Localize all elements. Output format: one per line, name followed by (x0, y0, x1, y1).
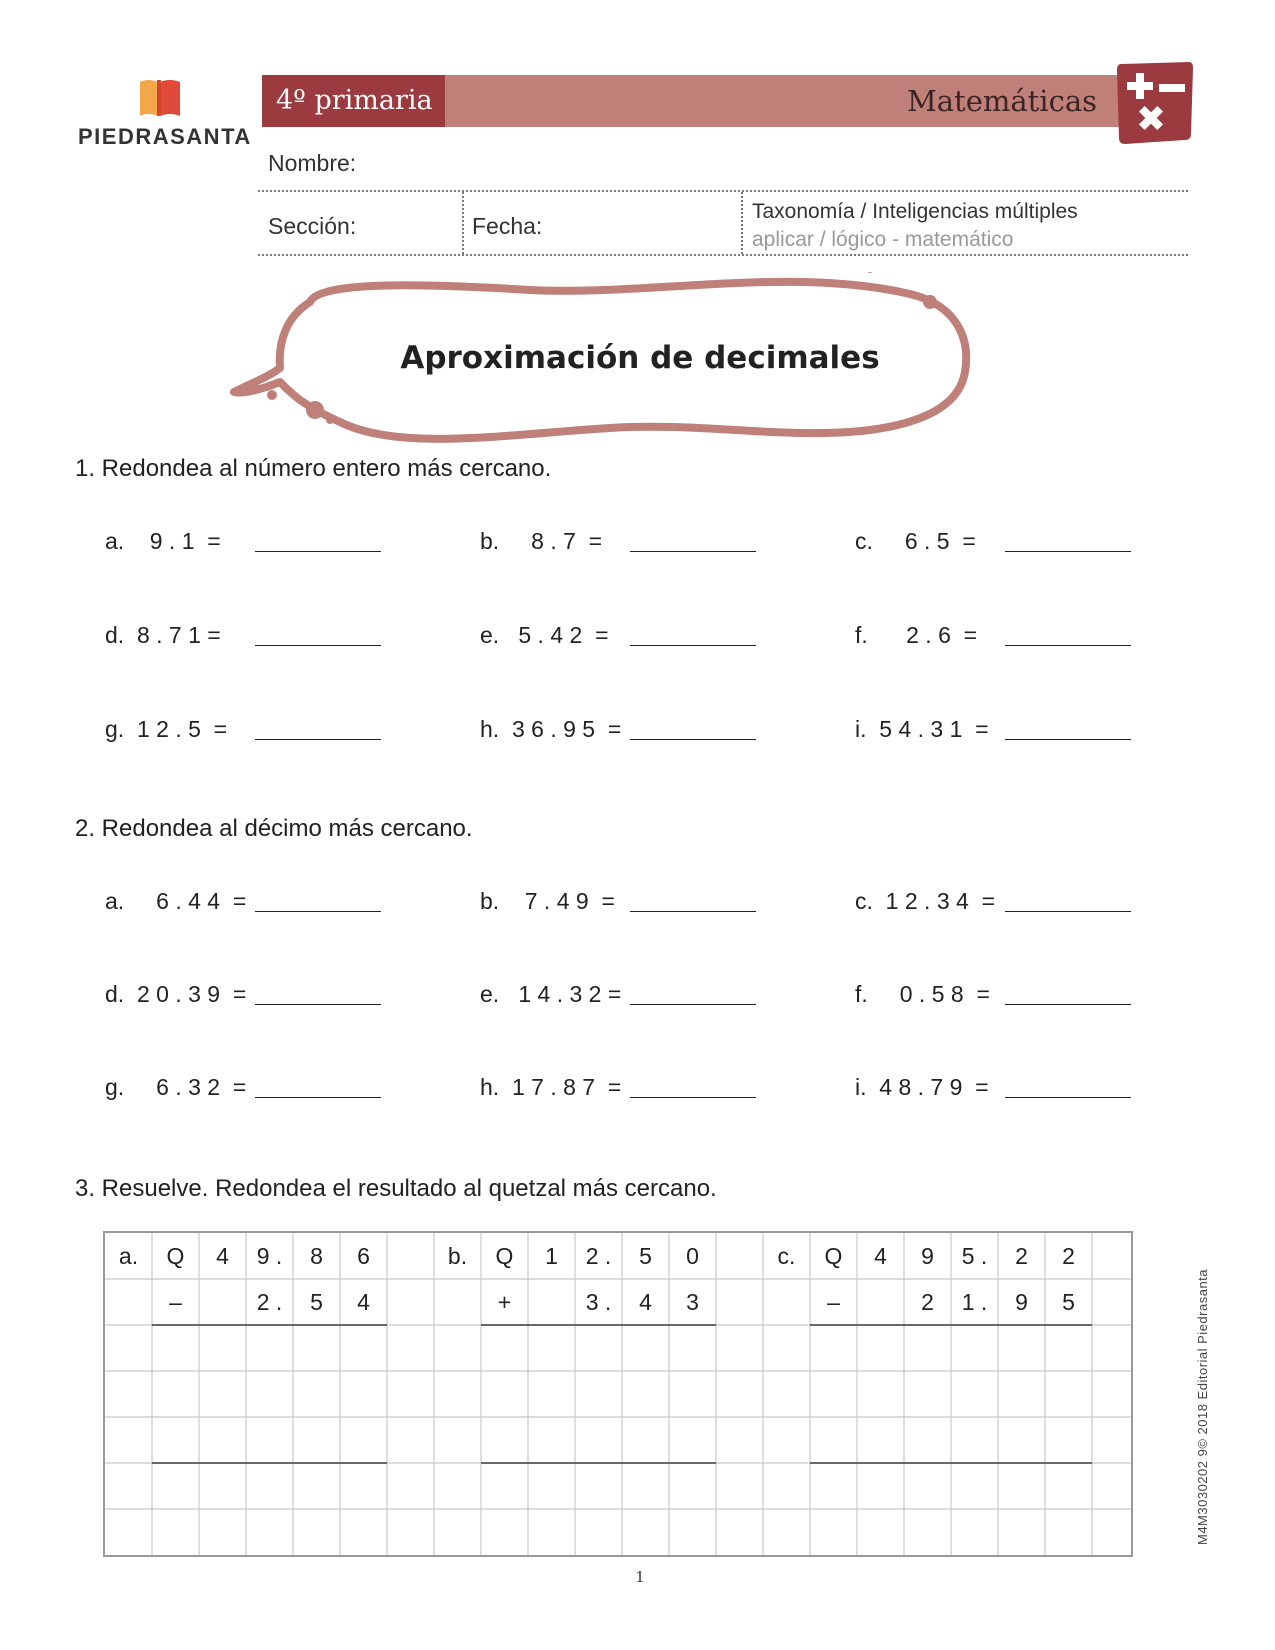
grid-digit: 9 (1015, 1289, 1028, 1315)
calculation-grid[interactable] (103, 1231, 1133, 1557)
answer-line[interactable] (255, 645, 381, 646)
section-field-label: Sección: (268, 213, 357, 239)
math-operations-icon (1115, 60, 1195, 146)
grid-digit: 5 (639, 1243, 652, 1269)
exercise-2g: g. 6 . 3 2 = (105, 1074, 247, 1100)
answer-line[interactable] (630, 1097, 756, 1098)
exercise-1i: i. 5 4 . 3 1 = (855, 716, 989, 742)
answer-line[interactable] (630, 911, 756, 912)
grid-digit: 6 (357, 1243, 370, 1269)
taxonomy-subtitle: aplicar / lógico - matemático (752, 228, 1014, 251)
answer-line[interactable] (630, 739, 756, 740)
grid-digit: 3 (686, 1289, 699, 1315)
book-logo-icon (138, 76, 182, 118)
grid-digit: 8 (310, 1243, 323, 1269)
exercise-1c: c. 6 . 5 = (855, 528, 976, 554)
exercise-1g: g. 1 2 . 5 = (105, 716, 228, 742)
grid-digit: 0 (686, 1243, 699, 1269)
grid-digit: 4 (874, 1243, 887, 1269)
answer-line[interactable] (255, 911, 381, 912)
grid-digit: 1 . (961, 1289, 988, 1315)
name-field-label: Nombre: (268, 150, 357, 176)
form-divider (258, 254, 1188, 256)
exercise-1a: a. 9 . 1 = (105, 528, 221, 554)
grid-digit: Q (824, 1243, 843, 1269)
exercise-2i: i. 4 8 . 7 9 = (855, 1074, 989, 1100)
exercise-2a: a. 6 . 4 4 = (105, 888, 247, 914)
question-1-heading: 1. Redondea al número entero más cercano. (75, 455, 552, 482)
answer-line[interactable] (1005, 739, 1131, 740)
exercise-1h: h. 3 6 . 9 5 = (480, 716, 622, 742)
form-divider (258, 190, 1188, 192)
answer-line[interactable] (1005, 645, 1131, 646)
grid-digit: 1 (545, 1243, 558, 1269)
exercise-1e: e. 5 . 4 2 = (480, 622, 609, 648)
taxonomy-title: Taxonomía / Inteligencias múltiples (752, 200, 1078, 223)
date-field-label: Fecha: (472, 213, 543, 239)
grid-operator: – (169, 1289, 182, 1315)
exercise-2d: d. 2 0 . 3 9 = (105, 981, 247, 1007)
answer-line[interactable] (630, 645, 756, 646)
grid-digit: 5 (1062, 1289, 1075, 1315)
grid-digit: 3 . (585, 1289, 612, 1315)
answer-line[interactable] (1005, 911, 1131, 912)
grid-digit: 4 (216, 1243, 229, 1269)
answer-line[interactable] (255, 1097, 381, 1098)
form-divider (741, 192, 743, 254)
answer-line[interactable] (255, 551, 381, 552)
answer-line[interactable] (255, 1004, 381, 1005)
grade-label: 4º primaria (262, 75, 445, 127)
form-divider (462, 192, 464, 254)
exercise-2e: e. 1 4 . 3 2 = (480, 981, 622, 1007)
exercise-2h: h. 1 7 . 8 7 = (480, 1074, 622, 1100)
piedrasanta-logo (78, 76, 252, 156)
grid-digit: 9 . (256, 1243, 283, 1269)
page-title: Aproximación de decimales (400, 340, 880, 376)
grid-digit: 2 (1062, 1243, 1075, 1269)
grid-operator: + (497, 1289, 512, 1315)
grid-digit: 2 . (256, 1289, 283, 1315)
problem-b-label: b. (447, 1243, 468, 1269)
exercise-2c: c. 1 2 . 3 4 = (855, 888, 995, 914)
grid-digit: 2 (921, 1289, 934, 1315)
exercise-1b: b. 8 . 7 = (480, 528, 603, 554)
answer-line[interactable] (630, 1004, 756, 1005)
answer-line[interactable] (1005, 551, 1131, 552)
grid-digit: 4 (639, 1289, 652, 1315)
grid-digit (528, 1279, 575, 1326)
copyright-vertical-text: M4M3030202 9© 2018 Editorial Piedrasanta (1195, 1268, 1210, 1545)
grid-digit (199, 1279, 246, 1326)
subject-label: Matemáticas (445, 75, 1125, 127)
page-number: 1 (635, 1568, 645, 1586)
grid-digit: 9 (921, 1243, 934, 1269)
question-3-heading: 3. Resuelve. Redondea el resultado al quetzal más cercano. (75, 1175, 717, 1202)
grid-operator: – (827, 1289, 840, 1315)
grid-digit: Q (495, 1243, 514, 1269)
grid-digit: 5 . (961, 1243, 988, 1269)
grid-digit (857, 1279, 904, 1326)
problem-c-label: c. (777, 1243, 796, 1269)
exercise-1d: d. 8 . 7 1 = (105, 622, 221, 648)
answer-line[interactable] (255, 739, 381, 740)
grid-digit: 2 . (585, 1243, 612, 1269)
logo-wordmark: PIEDRASANTA (78, 124, 252, 149)
problem-a-label: a. (118, 1243, 139, 1269)
exercise-2f: f. 0 . 5 8 = (855, 981, 990, 1007)
grid-digit: 2 (1015, 1243, 1028, 1269)
answer-line[interactable] (1005, 1004, 1131, 1005)
grid-digit: Q (166, 1243, 185, 1269)
answer-line[interactable] (630, 551, 756, 552)
exercise-2b: b. 7 . 4 9 = (480, 888, 615, 914)
question-2-heading: 2. Redondea al décimo más cercano. (75, 815, 473, 842)
answer-line[interactable] (1005, 1097, 1131, 1098)
grid-digit: 4 (357, 1289, 370, 1315)
grid-digit: 5 (310, 1289, 323, 1315)
exercise-1f: f. 2 . 6 = (855, 622, 978, 648)
